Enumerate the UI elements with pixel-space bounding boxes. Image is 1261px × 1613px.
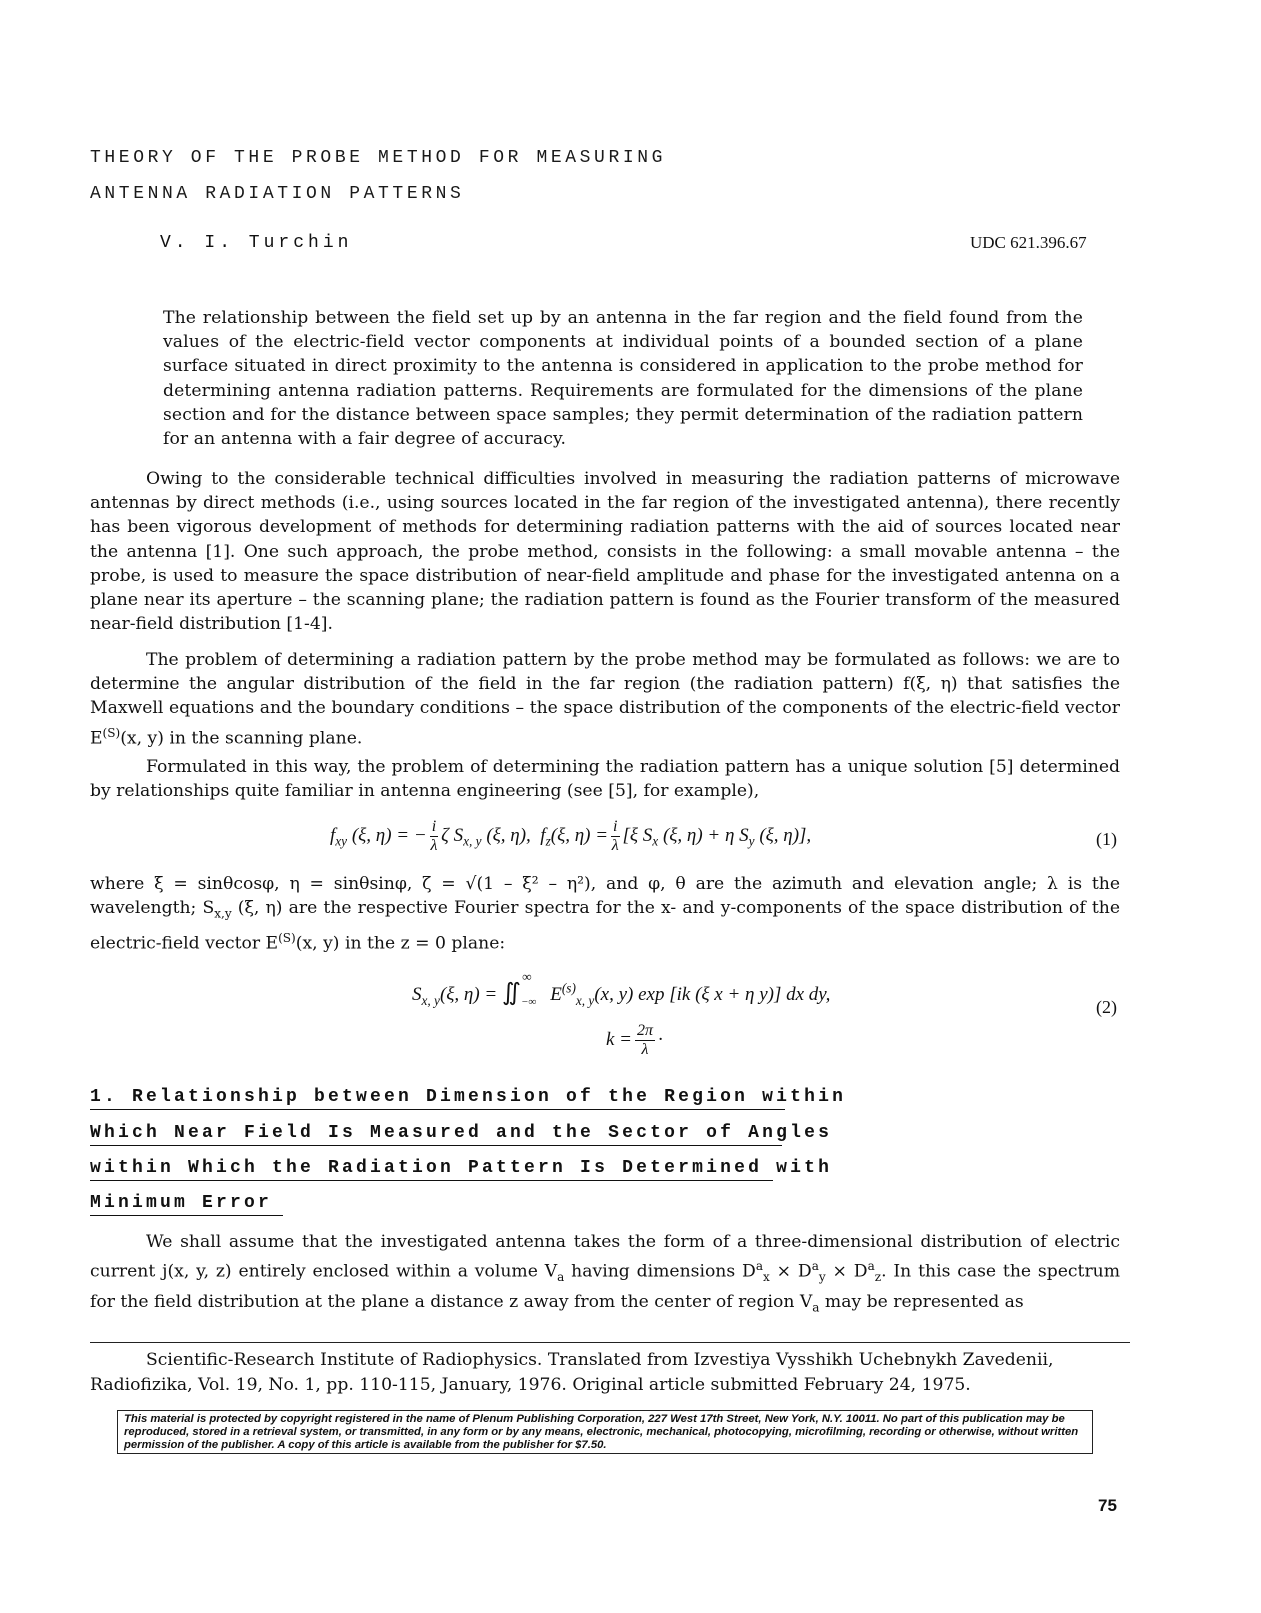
- s1-f: may be represented as: [819, 1291, 1024, 1312]
- section-1-text: [90, 1230, 1120, 1319]
- s1-sub-3: z: [874, 1270, 882, 1285]
- equation-2-number: (2): [1096, 997, 1117, 1017]
- where-sub: x,y: [214, 906, 232, 921]
- equation-2: $S_{x, y}(\xi$, $\eta) = ∬_{-\infty}^\infty$ $E^{(s)}_{x, y}(x$, y) exp [ik (ξ x + η y)] dx dy,: [412, 968, 831, 1008]
- section-heading-line-1: 1. Relationship between Dimension of the Region within: [90, 1087, 785, 1110]
- where-paragraph: [90, 872, 1120, 956]
- formulation-paragraph: [90, 755, 1120, 803]
- s1-sub-1: x: [763, 1270, 770, 1285]
- section-heading-line-3: within Which the Radiation Pattern Is Determined with: [90, 1158, 773, 1181]
- s1-sub-a: a: [557, 1270, 565, 1285]
- s1-sub-2: y: [818, 1270, 826, 1285]
- page-number: 75: [1098, 1496, 1117, 1515]
- paragraph-3: Formulated in this way, the problem of determining the radiation pattern has a unique solution [5] determined by relationships quite familiar in antenna engineering (see [5], for example),: [90, 757, 1120, 802]
- where-sup: (S): [278, 930, 296, 945]
- section-heading-line-4: Minimum Error: [90, 1193, 283, 1216]
- paper-title-line-1: THEORY OF THE PROBE METHOD FOR MEASURING: [90, 148, 667, 168]
- s1-d: × D: [825, 1261, 868, 1282]
- where-text: where ξ = sinθcosφ, η = sinθsinφ, ζ = √(1 – ξ² – η²), and φ, θ are the azimuth and elevation angle; λ is the wavelength; S: [90, 874, 1120, 919]
- paper-title-line-2: ANTENNA RADIATION PATTERNS: [90, 184, 465, 204]
- s1-a: We shall assume that the investigated antenna takes the form of a three-dimensional distribution of electric current j(x, y, z) entirely enclosed within a volume V: [90, 1232, 1120, 1282]
- s1-sub-e: a: [812, 1300, 820, 1315]
- footnote-line-1: Scientific-Research Institute of Radiophysics. Translated from Izvestiya Vysshikh Uchebnykh Zavedenii,: [146, 1350, 1054, 1370]
- s1-e: . In this case the spectrum for the field distribution at the plane a distance z away from the center of region V: [90, 1261, 1121, 1312]
- where-text-3: (x, y) in the z = 0 plane:: [295, 933, 506, 954]
- paragraph-2-sup: (S): [102, 725, 121, 740]
- udc-code: UDC 621.396.67: [970, 233, 1087, 252]
- abstract: The relationship between the field set up by an antenna in the far region and the field found from the values of the electric-field vector components at individual points of a bounded section of a plane surface situated in direct proximity to the antenna is considered in application to the probe method for determining antenna radiation patterns. Requirements are formulated for the dimensions of the plane section and for the distance between space samples; they permit determination of the radiation pattern for an antenna with a fair degree of accuracy.: [163, 308, 1083, 450]
- equation-1-number: (1): [1096, 829, 1117, 849]
- author: V. I. Turchin: [160, 233, 353, 253]
- footnote-divider: [90, 1342, 1130, 1343]
- paragraph-1: Owing to the considerable technical difficulties involved in measuring the radiation patterns of microwave antennas by direct methods (i.e., using sources located in the far region of the investigated antenna), there recently has been vigorous development of methods for determining radiation patterns with the aid of sources located near the antenna [1]. One such approach, the probe method, consists in the following: a small movable antenna – the probe, is used to measure the space distribution of near-field amplitude and phase for the investigated antenna on a plane near its aperture – the scanning plane; the radiation pattern is found as the Fourier transform of the measured near-field distribution [1-4].: [90, 469, 1120, 635]
- footnote-line-2: Radiofizika, Vol. 19, No. 1, pp. 110-115, January, 1976. Original article submitted February 24, 1975.: [90, 1375, 971, 1395]
- s1-b: having dimensions D: [564, 1261, 756, 1282]
- s1-sup-1: a: [755, 1259, 764, 1274]
- s1-sup-3: a: [867, 1259, 875, 1274]
- equation-2-k: k = $\frac{2\pi}{\lambda}$ ·: [606, 1022, 663, 1058]
- footnote: [90, 1348, 1126, 1398]
- section-heading-line-2: Which Near Field Is Measured and the Sector of Angles: [90, 1123, 782, 1146]
- intro-paragraph: [90, 467, 1120, 636]
- problem-paragraph: [90, 648, 1120, 751]
- paragraph-2-text-a: The problem of determining a radiation pattern by the probe method may be formulated as follows: we are to determine the angular distribution of the field in the far region (the radiation pattern) f(ξ, η) that satisfies the Maxwell equations and the boundary conditions – the space distribution of the components of the electric-field vector E: [90, 650, 1120, 749]
- paragraph-2-text-b: (x, y) in the scanning plane.: [120, 728, 363, 749]
- equation-1: $f_{xy}$ (ξ, η) = − $\frac{i}{\lambda}$ ζ $S_{x, y}$ (ξ, η), $f_z(\xi$, η) = $\frac{i}{\lambda}$ [ξ $S_x$ (ξ, η) + η $S_y$ (ξ, η)],: [330, 818, 812, 854]
- section-1-paragraph: [90, 1230, 1120, 1319]
- copyright-notice: This material is protected by copyright registered in the name of Plenum Publishing Corporation, 227 West 17th Street, New York, N.Y. 10011. No part of this publication may be reproduced, stored in a retrieval system, or transmitted, in any form or by any means, electronic, mechanical, photocopying, microfilming, recording or otherwise, without written permission of the publisher. A copy of this article is available from the publisher for $7.50.: [117, 1410, 1093, 1454]
- paragraph-2: [90, 648, 1120, 751]
- s1-c: × D: [769, 1261, 812, 1282]
- where-text-2: (ξ, η) are the respective Fourier spectra for the x- and y-components of the space distribution of the electric-field vector E: [90, 898, 1120, 954]
- s1-sup-2: a: [811, 1259, 819, 1274]
